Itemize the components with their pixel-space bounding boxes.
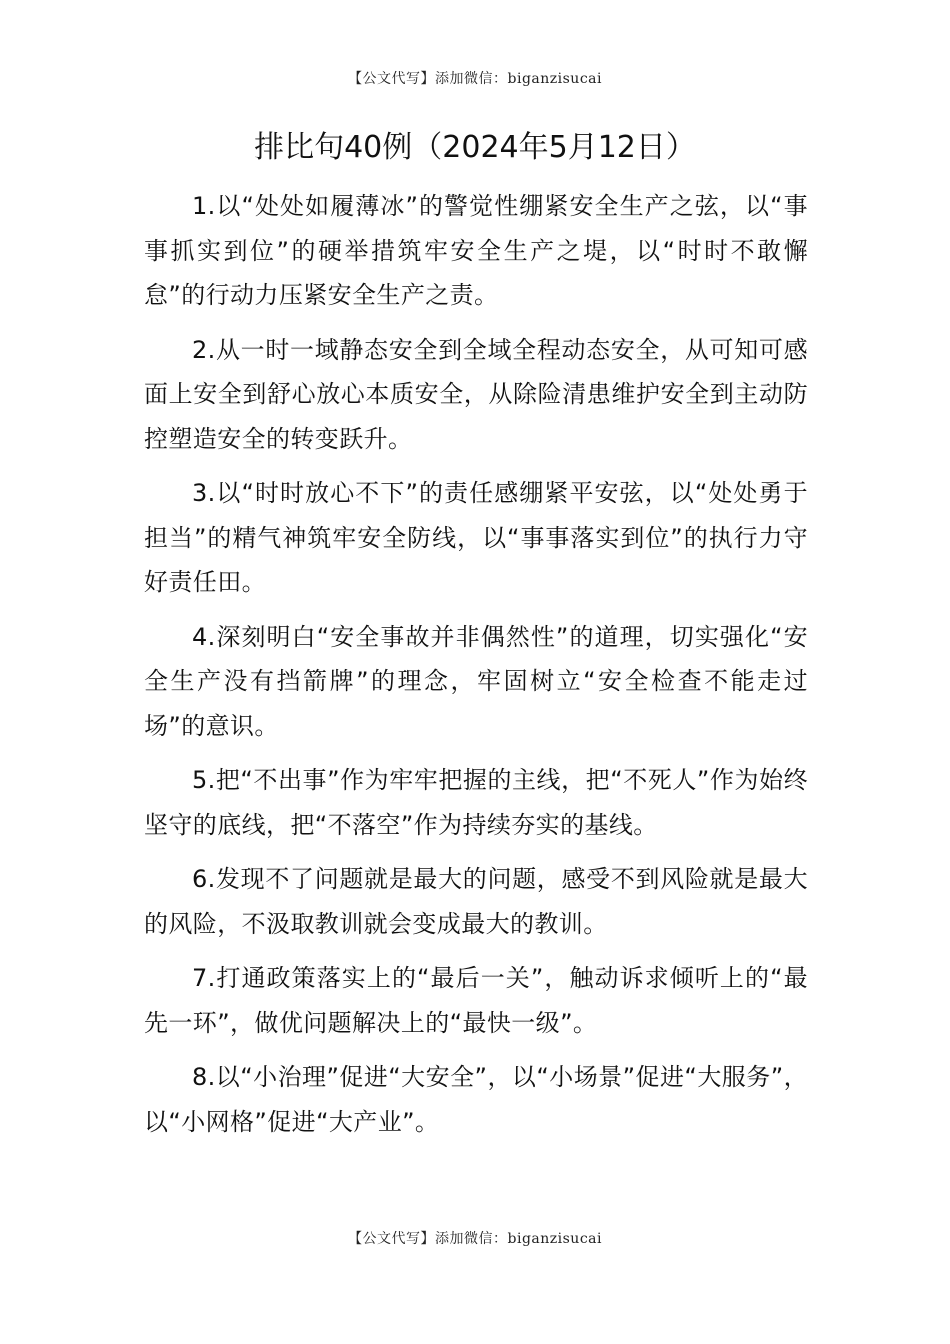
document-title: 排比句40例（2024年5月12日） (254, 130, 696, 165)
page-footer: 【公文代写】添加微信：biganzisucai (348, 1231, 602, 1247)
paragraph-4: 4.深刻明白“安全事故并非偶然性”的道理，切实强化“安全生产没有挡箭牌”的理念，牢固树立“安全检查不能走过场”的意识。 (144, 622, 808, 740)
paragraph-6: 6.发现不了问题就是最大的问题，感受不到风险就是最大的风险，不汲取教训就会变成最大的教训。 (144, 865, 808, 938)
paragraph-3: 3.以“时时放心不下”的责任感绷紧平安弦，以“处处勇于担当”的精气神筑牢安全防线，以“事事落实到位”的执行力守好责任田。 (144, 479, 808, 596)
paragraph-1: 1.以“处处如履薄冰”的警觉性绷紧安全生产之弦，以“事事抓实到位”的硬举措筑牢安全生产之堤，以“时时不敢懈怠”的行动力压紧安全生产之责。 (144, 192, 808, 309)
document-body (144, 184, 808, 1154)
paragraph-2: 2.从一时一域静态安全到全域全程动态安全，从可知可感面上安全到舒心放心本质安全，从除险清患维护安全到主动防控塑造安全的转变跃升。 (144, 335, 808, 453)
paragraph-8: 8.以“小治理”促进“大安全”，以“小场景”促进“大服务”，以“小网格”促进“大产业”。 (144, 1063, 808, 1136)
page-header: 【公文代写】添加微信：biganzisucai (348, 71, 602, 87)
paragraph-5: 5.把“不出事”作为牢牢把握的主线，把“不死人”作为始终坚守的底线，把“不落空”作为持续夯实的基线。 (144, 766, 808, 839)
paragraph-7: 7.打通政策落实上的“最后一关”，触动诉求倾听上的“最先一环”，做优问题解决上的“最快一级”。 (144, 964, 808, 1037)
